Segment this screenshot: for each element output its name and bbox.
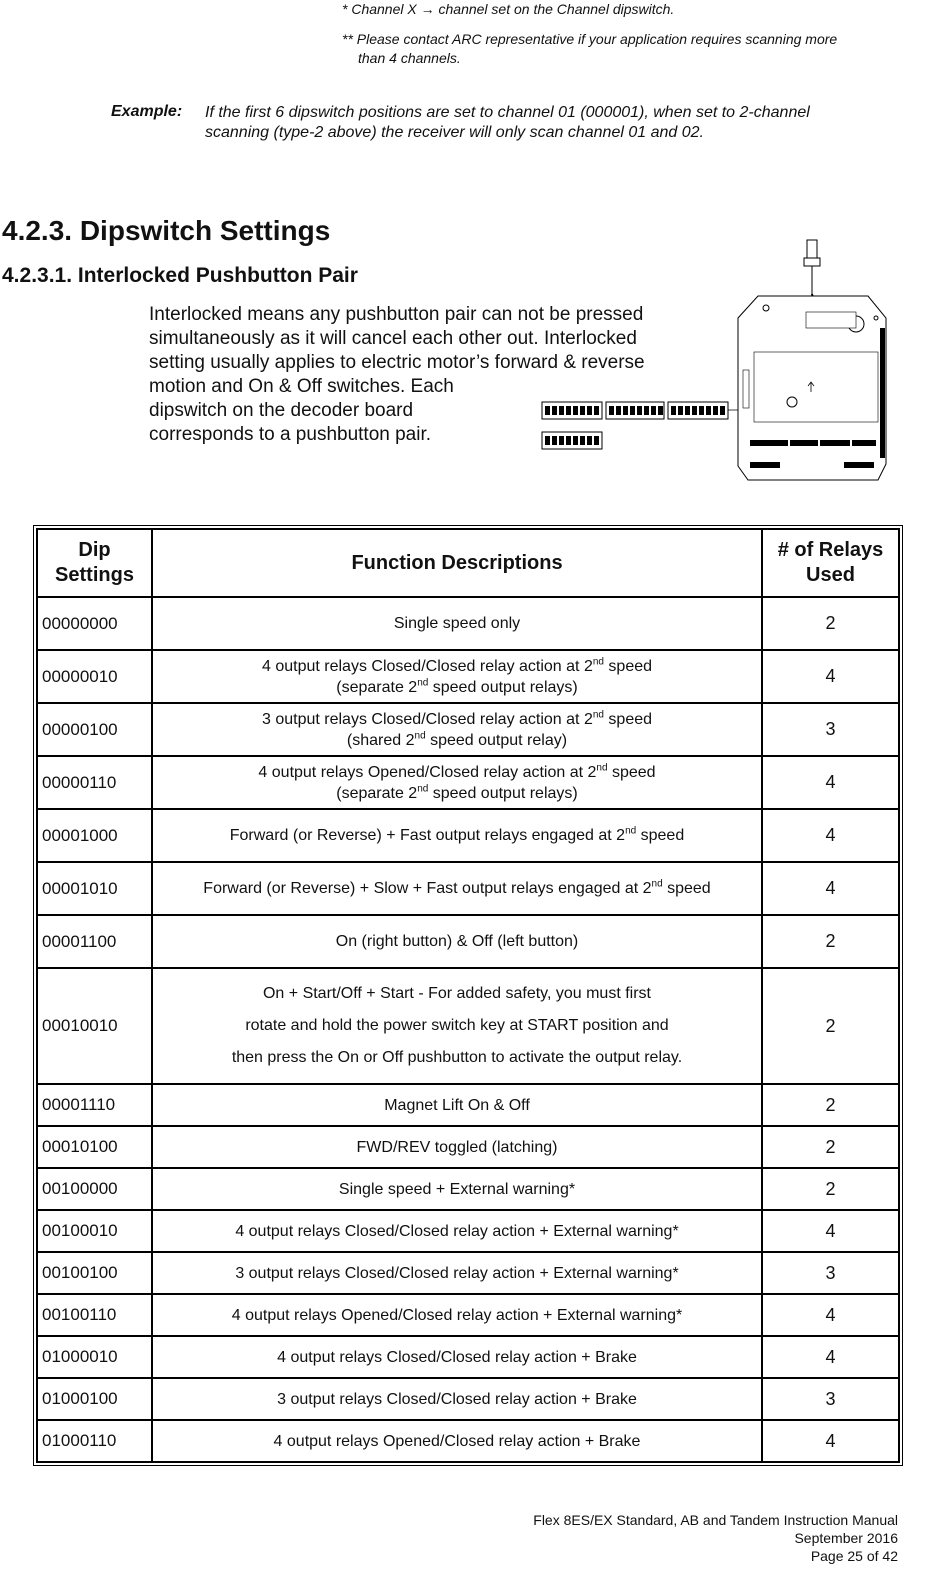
dip-value: 00000000: [37, 597, 152, 650]
relays-count: 2: [762, 597, 899, 650]
function-description: Magnet Lift On & Off: [152, 1084, 762, 1126]
table-row: [37, 703, 899, 756]
dip-value: 00100100: [37, 1252, 152, 1294]
dipswitch-table: [36, 528, 900, 1463]
section-title: 4.2.3. Dipswitch Settings: [2, 215, 331, 246]
intro-line: simultaneously as it will cancel each other out. Interlocked: [149, 328, 637, 349]
function-description: 4 output relays Opened/Closed relay action + Brake: [152, 1420, 762, 1462]
dip-value: 01000010: [37, 1336, 152, 1378]
function-description: 4 output relays Closed/Closed relay action + Brake: [152, 1336, 762, 1378]
page-number: Page 25 of 42: [810, 1548, 898, 1564]
function-description: Forward (or Reverse) + Slow + Fast output relays engaged at 2nd speed: [152, 862, 762, 915]
dip-value: 01000100: [37, 1378, 152, 1420]
dip-value: 00010010: [37, 968, 152, 1084]
table-row: [37, 862, 899, 915]
function-description: 4 output relays Closed/Closed relay action at 2nd speed (separate 2nd speed output relays): [152, 650, 762, 703]
function-description: 3 output relays Closed/Closed relay action + Brake: [152, 1378, 762, 1420]
table-row: [37, 809, 899, 862]
dip-value: 00001000: [37, 809, 152, 862]
header-relays-used: # of Relays Used: [762, 529, 899, 597]
table-row: [37, 650, 899, 703]
function-description: On (right button) & Off (left button): [152, 915, 762, 968]
example-line1: If the first 6 dipswitch positions are set to channel 01 (000001), when set to 2-channel: [205, 104, 810, 121]
intro-line: corresponds to a pushbutton pair.: [149, 424, 432, 445]
dip-value: 00100000: [37, 1168, 152, 1210]
function-description: 4 output relays Opened/Closed relay action + External warning*: [152, 1294, 762, 1336]
page-footer: [533, 1511, 898, 1565]
dip-value: 00000110: [37, 756, 152, 809]
table-row: [37, 1126, 899, 1168]
dip-value: 00001010: [37, 862, 152, 915]
channel-note: * Channel X → channel set on the Channel dipswitch.: [342, 1, 675, 17]
relays-count: 2: [762, 1084, 899, 1126]
table-row: [37, 1252, 899, 1294]
function-description: 3 output relays Closed/Closed relay action + External warning*: [152, 1252, 762, 1294]
intro-line: dipswitch on the decoder board: [149, 400, 414, 421]
table-row: [37, 1420, 899, 1462]
table-header-row: [37, 529, 899, 597]
manual-date: September 2016: [794, 1530, 898, 1546]
contact-note-line2: than 4 channels.: [358, 50, 461, 66]
relays-count: 4: [762, 650, 899, 703]
relays-count: 3: [762, 1378, 899, 1420]
function-description: 3 output relays Closed/Closed relay action at 2nd speed (shared 2nd speed output relay): [152, 703, 762, 756]
dip-value: 00010100: [37, 1126, 152, 1168]
relays-count: 4: [762, 862, 899, 915]
intro-line: motion and On & Off switches. Each: [149, 376, 454, 397]
intro-line: setting usually applies to electric motor’s forward & reverse: [149, 352, 645, 373]
table-row: [37, 1378, 899, 1420]
dip-value: 00000010: [37, 650, 152, 703]
table-row: [37, 1168, 899, 1210]
manual-title: Flex 8ES/EX Standard, AB and Tandem Instruction Manual: [533, 1512, 898, 1528]
function-description: Forward (or Reverse) + Fast output relays engaged at 2nd speed: [152, 809, 762, 862]
table-row: [37, 1210, 899, 1252]
function-description: 4 output relays Closed/Closed relay action + External warning*: [152, 1210, 762, 1252]
relays-count: 2: [762, 1126, 899, 1168]
dip-value: 00100010: [37, 1210, 152, 1252]
example-line2: scanning (type-2 above) the receiver will only scan channel 01 and 02.: [205, 124, 704, 141]
relays-count: 4: [762, 1294, 899, 1336]
table-row: [37, 756, 899, 809]
header-dip-settings: Dip Settings: [37, 529, 152, 597]
function-description: 4 output relays Opened/Closed relay action at 2nd speed (separate 2nd speed output relays): [152, 756, 762, 809]
table-row: [37, 1294, 899, 1336]
function-description: Single speed + External warning*: [152, 1168, 762, 1210]
relays-count: 4: [762, 1336, 899, 1378]
decoder-board-illustration: [538, 234, 894, 484]
dip-value: 00001100: [37, 915, 152, 968]
table-row: [37, 1084, 899, 1126]
subsection-title: 4.2.3.1. Interlocked Pushbutton Pair: [2, 264, 358, 287]
table-row: [37, 968, 899, 1084]
relays-count: 4: [762, 1210, 899, 1252]
contact-note-line1: ** Please contact ARC representative if your application requires scanning more: [342, 31, 838, 47]
relays-count: 2: [762, 915, 899, 968]
dip-value: 00001110: [37, 1084, 152, 1126]
table-row: [37, 597, 899, 650]
table-row: [37, 915, 899, 968]
dip-value: 00000100: [37, 703, 152, 756]
relays-count: 3: [762, 1252, 899, 1294]
relays-count: 4: [762, 1420, 899, 1462]
example-label: Example:: [111, 103, 183, 120]
dip-value: 01000110: [37, 1420, 152, 1462]
relays-count: 2: [762, 1168, 899, 1210]
header-function-descriptions: Function Descriptions: [152, 529, 762, 597]
function-description: Single speed only: [152, 597, 762, 650]
dip-value: 00100110: [37, 1294, 152, 1336]
intro-line: Interlocked means any pushbutton pair can not be pressed: [149, 304, 644, 325]
relays-count: 2: [762, 968, 899, 1084]
relays-count: 4: [762, 809, 899, 862]
table-row: [37, 1336, 899, 1378]
relays-count: 4: [762, 756, 899, 809]
function-description: FWD/REV toggled (latching): [152, 1126, 762, 1168]
function-description: On + Start/Off + Start - For added safety, you must first rotate and hold the power switch key at START position and then press the On or Off pushbutton to activate the output relay.: [152, 968, 762, 1084]
relays-count: 3: [762, 703, 899, 756]
